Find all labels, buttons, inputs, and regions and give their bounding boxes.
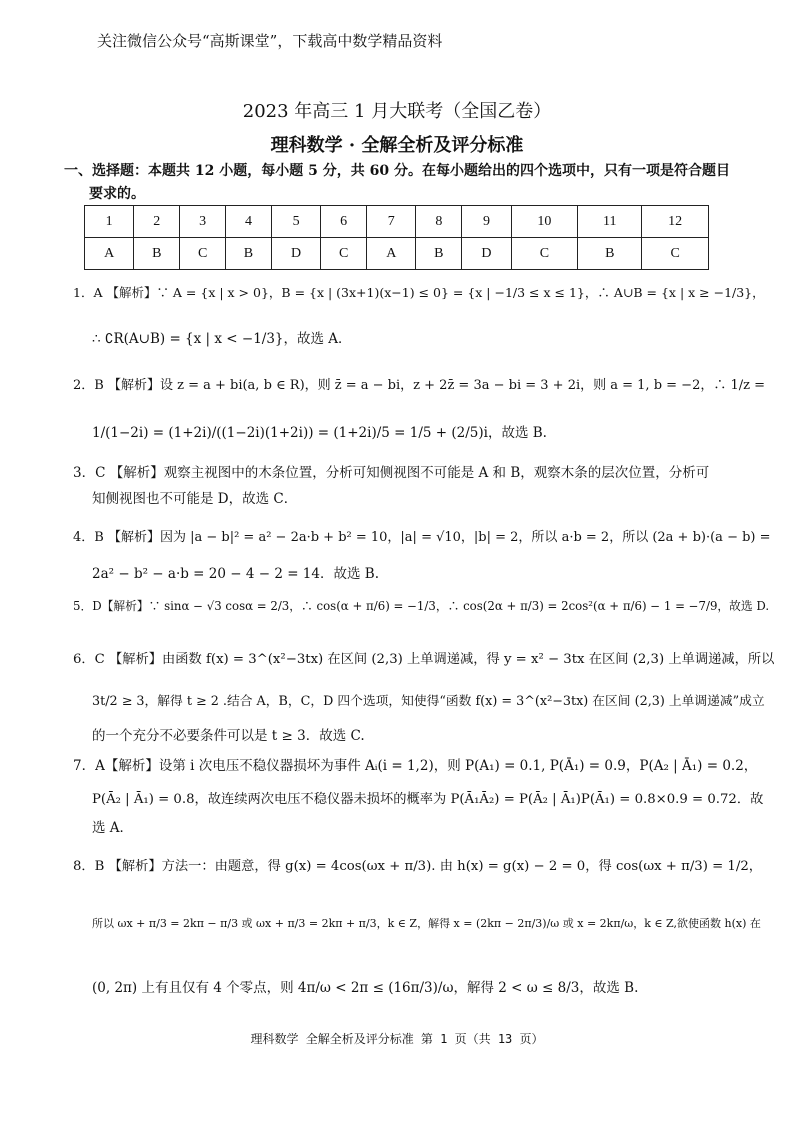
solution-8-line-1: 8．B 【解析】方法一：由题意，得 g(x) = 4cos(ωx + π/3). 由 h(x) = g(x) − 2 = 0，得 cos(ωx + π/3) = 1/2， xyxy=(73,859,762,874)
table-cell: 11 xyxy=(578,206,642,238)
solution-7-line-1: 7．A【解析】设第 i 次电压不稳仪器损坏为事件 Aᵢ(i = 1,2)，则 P(A₁) = 0.1, P(Ā₁) = 0.9，P(A₂ | Ā₁) = 0.2， xyxy=(73,758,758,774)
page-title: 2023 年高三 1 月大联考（全国乙卷） xyxy=(242,101,552,122)
solution-5-line-1: 5．D【解析】∵ sinα − √3 cosα = 2/3，∴ cos(α + π/6) = −1/3，∴ cos(2α + π/3) = 2cos²(α + π/6) − 1 = −7/9，故选 D. xyxy=(73,599,770,613)
table-cell: B xyxy=(578,238,642,270)
table-cell: D xyxy=(271,238,320,270)
solution-2-line-2: 1/(1−2i) = (1+2i)/((1−2i)(1+2i)) = (1+2i)/5 = 1/5 + (2/5)i，故选 B. xyxy=(92,425,547,441)
solution-3-line-2: 知侧视图也不可能是 D，故选 C． xyxy=(92,491,298,507)
solution-1-line-2: ∴ ∁R(A∪B) = {x | x < −1/3}，故选 A． xyxy=(92,331,352,347)
table-cell: 5 xyxy=(271,206,320,238)
table-cell: 8 xyxy=(416,206,462,238)
solution-2-line-1: 2．B 【解析】设 z = a + bi(a, b ∈ R)，则 z̄ = a − bi，z + 2z̄ = 3a − bi = 3 + 2i，则 a = 1, b = −2，∴ 1/z = xyxy=(73,378,765,393)
solution-4-line-2: 2a² − b² − a·b = 20 − 4 − 2 = 14．故选 B. xyxy=(92,566,379,582)
table-cell: A xyxy=(85,238,134,270)
solution-6-line-1: 6．C 【解析】由函数 f(x) = 3^(x²−3tx) 在区间 (2,3) 上单调递减，得 y = x² − 3tx 在区间 (2,3) 上单调递减，所以 xyxy=(73,652,775,667)
table-cell: B xyxy=(226,238,272,270)
section-heading: 一、选择题：本题共 12 小题，每小题 5 分，共 60 分。在每小题给出的四个选项中，只有一项是符合题目 xyxy=(64,163,730,179)
table-cell: C xyxy=(321,238,367,270)
section-heading-cont: 要求的。 xyxy=(89,186,145,202)
table-cell: 4 xyxy=(226,206,272,238)
table-cell: 2 xyxy=(134,206,180,238)
table-cell: C xyxy=(511,238,578,270)
answer-table xyxy=(84,205,709,270)
table-cell: 10 xyxy=(511,206,578,238)
table-cell: B xyxy=(416,238,462,270)
solution-6-line-3: 的一个充分不必要条件可以是 t ≥ 3．故选 C. xyxy=(92,728,365,744)
table-cell: A xyxy=(367,238,416,270)
answer-table-answers-row xyxy=(85,238,709,270)
solution-3-line-1: 3．C 【解析】观察主视图中的木条位置，分析可知侧视图不可能是 A 和 B，观察木条的层次位置，分析可 xyxy=(73,465,710,481)
table-cell: 1 xyxy=(85,206,134,238)
table-cell: B xyxy=(134,238,180,270)
table-cell: C xyxy=(180,238,226,270)
table-cell: 12 xyxy=(642,206,709,238)
solution-6-line-2: 3t/2 ≥ 3，解得 t ≥ 2 .结合 A，B，C，D 四个选项，知使得“函数 f(x) = 3^(x²−3tx) 在区间 (2,3) 上单调递减”成立 xyxy=(92,694,765,709)
header-note: 关注微信公众号“高斯课堂”，下载高中数学精品资料 xyxy=(97,32,443,50)
solution-8-line-2: 所以 ωx + π/3 = 2kπ − π/3 或 ωx + π/3 = 2kπ + π/3，k ∈ Z，解得 x = (2kπ − 2π/3)/ω 或 x = 2kπ/ω，k ∈ Z,欲使函数 h(x) 在 xyxy=(92,917,761,930)
answer-table-numbers-row xyxy=(85,206,709,238)
solution-7-line-3: 选 A． xyxy=(92,820,134,836)
solution-8-line-3: (0, 2π) 上有且仅有 4 个零点，则 4π/ω < 2π ≤ (16π/3)/ω，解得 2 < ω ≤ 8/3，故选 B. xyxy=(92,980,639,996)
solution-7-line-2: P(Ā₂ | Ā₁) = 0.8，故连续两次电压不稳仪器未损坏的概率为 P(Ā₁Ā₂) = P(Ā₂ | Ā₁)P(Ā₁) = 0.8×0.9 = 0.72．故 xyxy=(92,792,764,807)
page-footer: 理科数学 全解全析及评分标准 第 1 页（共 13 页） xyxy=(250,1032,544,1046)
solution-1-line-1: 1．A 【解析】∵ A = {x | x > 0}，B = {x | (3x+1)(x−1) ≤ 0} = {x | −1/3 ≤ x ≤ 1}，∴ A∪B = {x | x ≥ −1/3}， xyxy=(73,285,765,300)
table-cell: 3 xyxy=(180,206,226,238)
table-cell: D xyxy=(462,238,511,270)
table-cell: 9 xyxy=(462,206,511,238)
table-cell: 6 xyxy=(321,206,367,238)
page-subtitle: 理科数学 · 全解全析及评分标准 xyxy=(270,135,524,156)
solution-4-line-1: 4．B 【解析】因为 |a − b|² = a² − 2a·b + b² = 10，|a| = √10，|b| = 2，所以 a·b = 2，所以 (2a + b)·(a − b) = xyxy=(73,530,771,545)
table-cell: C xyxy=(642,238,709,270)
table-cell: 7 xyxy=(367,206,416,238)
